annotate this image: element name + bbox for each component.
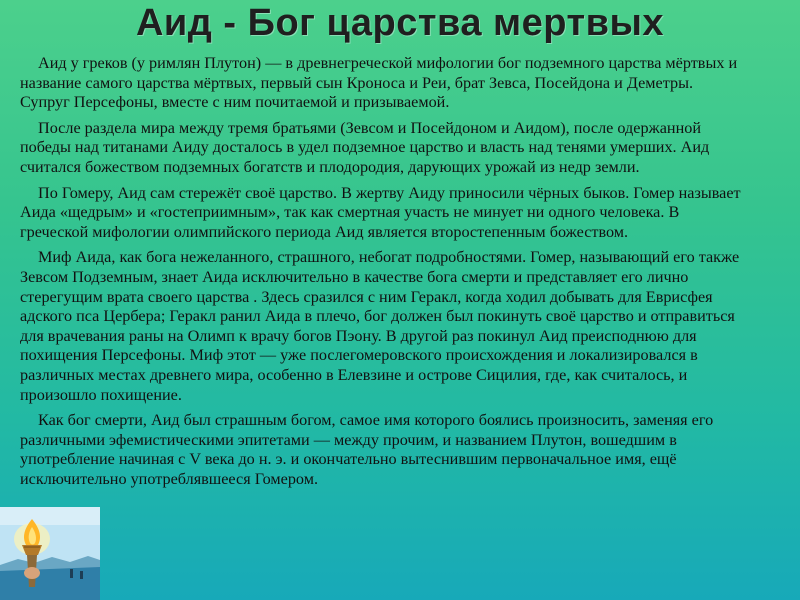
torch-image [0, 507, 100, 600]
paragraph-2: После раздела мира между тремя братьями (Зевсом и Посейдоном и Аидом), после одержанной победы над титанами Аиду досталось в удел подземное царство и власть над тенями умерших. Аид считался божеством подземных богатств и плодородия, дарующих урожай из недр земли. [20, 118, 710, 176]
paragraph-5: Как бог смерти, Аид был страшным богом, самое имя которого боялись произносить, заменяя его различными эфемистическими эпитетами — между прочим, и названием Плутон, вошедшим в употребление начиная с V века до н. э. и окончательно вытеснившим первоначальное имя, ещё исключительно употреблявшееся Гомером. [20, 411, 714, 488]
slide-body [20, 54, 745, 495]
slide-title: Аид - Бог царства мертвых [135, 2, 665, 44]
paragraph-3: По Гомеру, Аид сам стережёт своё царство. В жертву Аиду приносили чёрных быков. Гомер называет Аида «щедрым» и «гостеприимным», так как смертная участь не минует ни одного человека. В греческой мифологии олимпийского периода Аид является второстепенным божеством. [20, 183, 741, 241]
paragraph-1: Аид у греков (у римлян Плутон) — в древнегреческой мифологии бог подземного царства мёртвых и название самого царства мёртвых, первый сын Кроноса и Реи, брат Зевса, Посейдона и Деметры. Супруг Персефоны, вместе с ним почитаемой и призываемой. [20, 54, 738, 112]
paragraph-4: Миф Аида, как бога нежеланного, страшного, небогат подробностями. Гомер, называющий его также Зевсом Подземным, знает Аида исключительно в качестве бога смерти и представляет его лично стерегущим врата своего царства . Здесь сразился с ним Геракл, когда ходил добывать для Еврисфея адского пса Цербера; Геракл ранил Аида в плечо, бог должен был покинуть своё царство и отправиться для врачевания раны на Олимп к врачу богов Пэону. В другой раз покинул Аид преисподнюю для похищения Персефоны. Миф этот — уже послегомеровского происхождения и локализировался в различных местах древнего мира, особенно в Елевзине и острове Сицилия, где, как считалось, и произошло похищение. [20, 248, 740, 404]
torch-icon [0, 507, 100, 600]
